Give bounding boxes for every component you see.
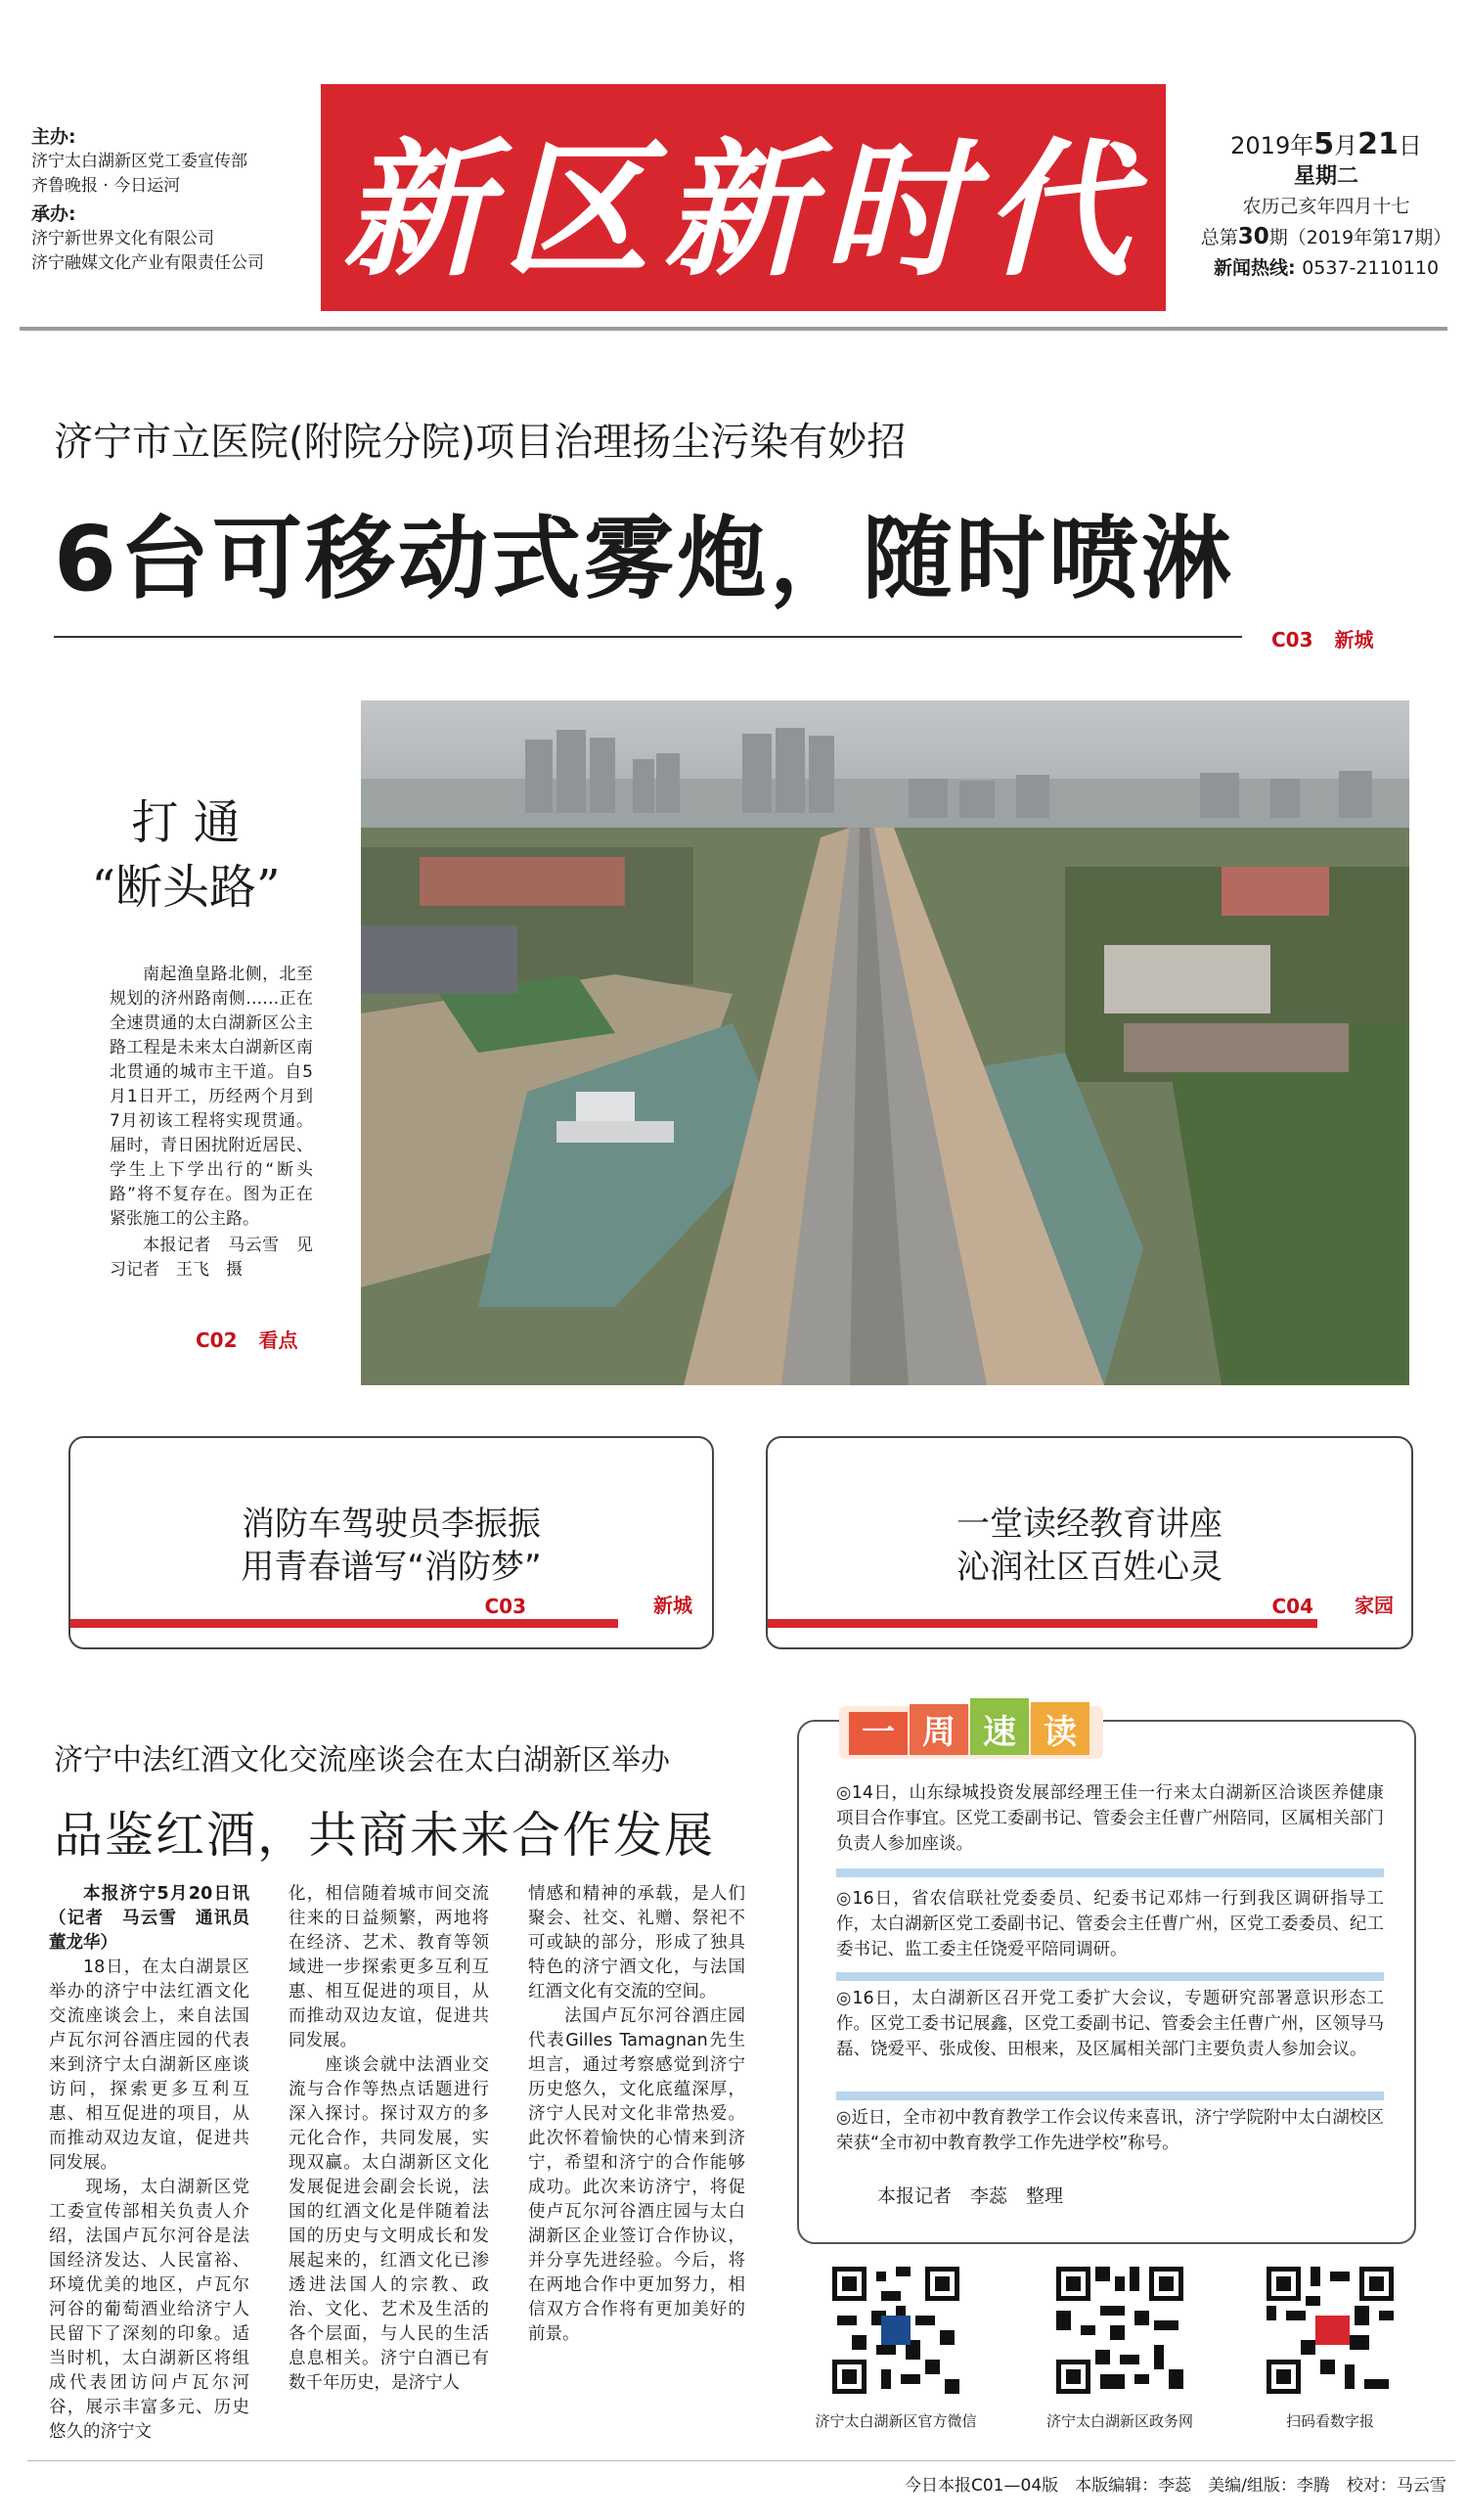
- promo-red-bar: [768, 1619, 1317, 1628]
- issue-number: 总第30期（2019年第17期）: [1200, 224, 1452, 249]
- weekly-brief-box: [797, 1720, 1416, 2244]
- organizer-label: 承办:: [31, 203, 76, 225]
- wine-story-column-3: 情感和精神的承载，是人们聚会、社交、礼赠、祭祀不可或缺的部分，形成了独具特色的济宁酒文化，与法国红酒文化有交流的空间。 法国卢瓦尔河谷酒庄园代表Gilles Tamagnan先生坦言，通过考察感觉到济宁历史悠久，文化底蕴深厚，济宁人民对文化非常热爱。此次怀着愉快的心情来到济宁，希望和济宁的合作能够成功。此次来访济宁，将促使卢瓦尔河谷酒庄园与太白湖新区企业签订合作协议，并分享先进经验。今后，将在两地合作中更加努力，相信双方合作将有更加美好的前景。: [528, 1884, 745, 2344]
- promo-section: 家园: [1355, 1594, 1394, 1617]
- organizer-line: 济宁融媒文化产业有限责任公司: [31, 253, 264, 273]
- weekly-item: ◎14日，山东绿城投资发展部经理王佳一行来太白湖新区洽谈医养健康项目合作事宜。区党工委副书记、管委会主任曹广州陪同，区属相关部门负责人参加座谈。: [836, 1783, 1384, 1854]
- badge-char: 速: [983, 1713, 1016, 1752]
- masthead-title: 新区新时代: [341, 124, 1144, 296]
- qr-code-icon[interactable]: [1051, 2262, 1188, 2399]
- promo-title: 一堂读经教育讲座 沁润社区百姓心灵: [956, 1505, 1222, 1587]
- news-hotline: 新闻热线: 0537-2110110: [1213, 257, 1440, 279]
- lead-kicker: 济宁市立医院(附院分院)项目治理扬尘污染有妙招: [54, 420, 907, 465]
- lead-headline: 6台可移动式雾炮，随时喷淋: [54, 507, 1235, 611]
- lead-page-ref[interactable]: C03 新城: [1271, 628, 1374, 652]
- promo-title: 消防车驾驶员李振振 用青春谱写“消防梦”: [241, 1505, 542, 1587]
- promo-section: 新城: [653, 1594, 692, 1617]
- lunar-date: 农历己亥年四月十七: [1242, 196, 1410, 217]
- wine-story-column-2: 化，相信随着城市间交流往来的日益频繁，两地将在经济、艺术、教育等领域进一步探索更多互利互惠、相互促进的项目，从而推动双边友谊，促进共同发展。 座谈会就中法酒业交流与合作等热点话题进行深入探讨。探讨双方的多元化合作，共同发展，实现双赢。太白湖新区文化发展促进会副会长说，法国的红酒文化是伴随着法国的历史与文明成长和发展起来的，红酒文化已渗透进法国人的宗教、政治、文化、艺术及生活的各个层面，与人民的生活息息相关。济宁白酒已有数千年历史，是济宁人: [289, 1884, 489, 2393]
- masthead-credits: [31, 125, 325, 276]
- photo-credit: 本报记者 马云雪 见习记者 王飞 摄: [110, 1236, 313, 1280]
- qr-label: 济宁太白湖新区官方微信: [815, 2412, 977, 2430]
- promo-page-ref: C03: [484, 1595, 526, 1618]
- sponsor-line: 齐鲁晚报 · 今日运河: [31, 176, 181, 196]
- weekly-separator: [836, 1868, 1384, 1877]
- qr-code-icon[interactable]: [827, 2262, 964, 2399]
- weekday: 星期二: [1293, 164, 1358, 189]
- construction-photo: [361, 700, 1409, 1385]
- promo-red-bar: [70, 1619, 618, 1628]
- weekly-signature: 本报记者 李蕊 整理: [877, 2185, 1064, 2207]
- weekly-item: ◎16日，省农信联社党委委员、纪委书记邓炜一行到我区调研指导工作，太白湖新区党工委副书记、管委会主任曹广州，区党工委委员、纪工委书记、监工委主任饶爱平陪同调研。: [836, 1889, 1384, 1959]
- promo-box-firefighter[interactable]: [68, 1436, 714, 1649]
- badge-char: 周: [922, 1713, 956, 1752]
- wine-story-byline: 本报济宁5月20日讯（记者 马云雪 通讯员 董龙华）: [49, 1884, 267, 1953]
- badge-char: 一: [862, 1713, 895, 1752]
- sponsor-label: 主办:: [31, 126, 76, 148]
- weekly-item: ◎16日，太白湖新区召开党工委扩大会议，专题研究部署意识形态工作。区党工委书记展鑫，区党工委副书记、管委会主任曹广州，区领导马磊、饶爱平、张成俊、田根来，及区属相关部门主要负责人参加会议。: [836, 1989, 1384, 2059]
- promo-page-ref: C04: [1271, 1595, 1313, 1618]
- badge-char: 读: [1044, 1713, 1077, 1752]
- organizer-line: 济宁新世界文化有限公司: [31, 229, 214, 248]
- masthead-logo: [321, 84, 1166, 311]
- photo-story-title: 打 通 “断头路”: [91, 795, 281, 915]
- sponsor-line: 济宁太白湖新区党工委宣传部: [31, 152, 247, 171]
- weekly-brief-badge: [839, 1692, 1103, 1769]
- photo-story-body: 南起渔皇路北侧，北至规划的济州路南侧……正在全速贯通的太白湖新区公主路工程是未来太白湖新区南北贯通的城市主干道。自5月1日开工，历经两个月到7月初该工程将实现贯通。届时，青日困扰附近居民、学生上下学出行的“断头路”将不复存在。图为正在紧张施工的公主路。 本报记者 马云雪 见习记者 王飞 摄: [110, 963, 313, 1282]
- weekly-separator: [836, 1972, 1384, 1981]
- promo-box-reading-lecture[interactable]: [766, 1436, 1413, 1649]
- weekly-item: ◎近日，全市初中教育教学工作会议传来喜讯，济宁学院附中太白湖校区荣获“全市初中教育教学工作先进学校”称号。: [836, 2108, 1384, 2153]
- footer-divider: [27, 2460, 1455, 2461]
- wine-story-kicker: 济宁中法红酒文化交流座谈会在太白湖新区举办: [54, 1743, 670, 1778]
- photo-story-page-ref[interactable]: C02 看点: [196, 1328, 298, 1352]
- wine-story-headline: 品鉴红酒，共商未来合作发展: [54, 1807, 715, 1864]
- qr-label: 济宁太白湖新区政务网: [1045, 2412, 1193, 2430]
- issue-info: [1199, 129, 1453, 284]
- qr-code-icon[interactable]: [1262, 2262, 1399, 2399]
- page-footer: 今日本报C01—04版 本版编辑：李蕊 美编/组版：李腾 校对：马云雪: [905, 2476, 1446, 2496]
- lead-divider: [54, 636, 1242, 638]
- wine-story-column-1: 本报济宁5月20日讯（记者 马云雪 通讯员 董龙华） 18日，在太白湖景区举办的济宁中法红酒文化交流座谈会上，来自法国卢瓦尔河谷酒庄园的代表来到济宁太白湖新区座谈访问，探索更多互利互惠、相互促进的项目，从而推动双边友谊，促进共同发展。 现场，太白湖新区党工委宣传部相关负责人介绍，法国卢瓦尔河谷是法国经济发达、人民富裕、环境优美的地区，卢瓦尔河谷的葡萄酒业给济宁人民留下了深刻的印象。适当时机，太白湖新区将组成代表团访问卢瓦尔河谷，展示丰富多元、历史悠久的济宁文: [49, 1884, 267, 2442]
- qr-label: 扫码看数字报: [1285, 2412, 1374, 2430]
- issue-date: 2019年5月21日: [1230, 127, 1422, 161]
- weekly-separator: [836, 2092, 1384, 2100]
- masthead-divider: [20, 327, 1447, 331]
